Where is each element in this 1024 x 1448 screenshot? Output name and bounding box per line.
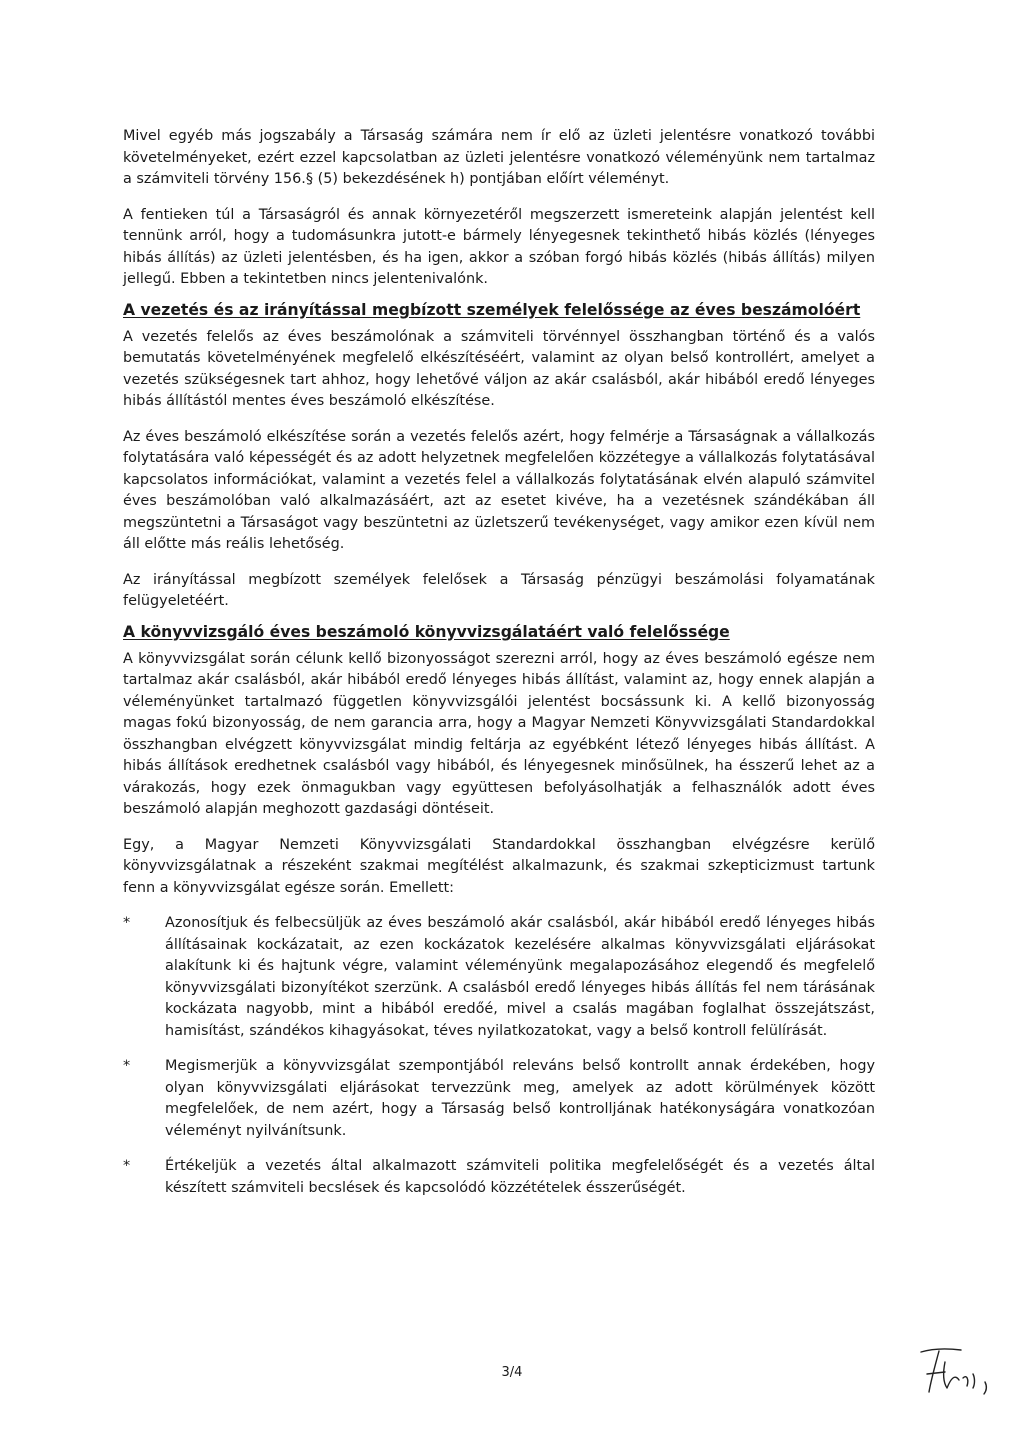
page-number: 3/4 bbox=[501, 1365, 523, 1380]
section-heading: A vezetés és az irányítással megbízott személyek felelőssége az éves beszámolóért bbox=[123, 300, 861, 319]
bullet-list bbox=[123, 913, 875, 1199]
list-item-text: Értékeljük a vezetés által alkalmazott számviteli politika megfelelőségét és a vezetés által készített számviteli becslések és kapcsolódó közzétételek ésszerűségét. bbox=[165, 1158, 875, 1196]
paragraph: A vezetés felelős az éves beszámolónak a számviteli törvénnyel összhangban történő és a valós bemutatás követelményének megfelelő elkészítéséért, valamint az olyan belső kontrollért, amelyet a vezetés szükségesnek tart ahhoz, hogy lehetővé váljon az akár csalásból, akár hibából eredő lényeges hibás állítástól mentes éves beszámoló elkészítése. bbox=[123, 328, 875, 409]
paragraph: A fentieken túl a Társaságról és annak környezetéről megszerzett ismereteink alapján jelentést kell tennünk arról, hogy a tudomásunkra jutott-e bármely lényegesnek tekinthető hibás közlés (lényeges hibás állítás) az üzleti jelentésben, és ha igen, akkor a szóban forgó hibás közlés (hibás állítás) milyen jellegű. Ebben a tekintetben nincs jelentenivalónk. bbox=[123, 206, 875, 287]
list-item-text: Megismerjük a könyvvizsgálat szempontjából releváns belső kontrollt annak érdekében, hogy olyan könyvvizsgálati eljárásokat tervezzünk meg, amelyek az adott körülmények között megfelelőek, de nem azért, hogy a Társaság belső kontrolljának hatékonyságára vonatkozóan véleményt nyilvánítsunk. bbox=[165, 1058, 875, 1139]
handwritten-signature bbox=[905, 1340, 995, 1400]
paragraph: Az éves beszámoló elkészítése során a vezetés felelős azért, hogy felmérje a Társaságnak a vállalkozás folytatására való képességét és az adott helyzetnek megfelelően közzétegye a vállalkozás folytatásával kapcsolatos információkat, valamint a vezetés felel a vállalkozás folytatásának elvén alapuló számvitel éves beszámolóban való alkalmazásáért, azt az esetet kivéve, ha a vezetésnek szándékában áll megszüntetni a Társaságot vagy beszüntetni az üzletszerű tevékenységet, vagy amikor ezen kívül nem áll előtte más reális lehetőség. bbox=[123, 428, 875, 552]
paragraph: Mivel egyéb más jogszabály a Társaság számára nem ír elő az üzleti jelentésre vonatkozó további követelményeket, ezért ezzel kapcsolatban az üzleti jelentésre vonatkozó véleményünk nem tartalmaz a számviteli törvény 156.§ (5) bekezdésének h) pontjában előírt véleményt. bbox=[123, 128, 875, 187]
list-item bbox=[123, 1056, 875, 1142]
document-body bbox=[123, 126, 875, 1213]
paragraph: Egy, a Magyar Nemzeti Könyvvizsgálati Standardokkal összhangban elvégzésre kerülő könyvvizsgálatnak a részeként szakmai megítélést alkalmazunk, és szakmai szkepticizmust tartunk fenn a könyvvizsgálat egésze során. Emellett: bbox=[123, 836, 875, 896]
list-item bbox=[123, 1156, 875, 1199]
asterisk-bullet-icon: * bbox=[123, 1058, 131, 1074]
asterisk-bullet-icon: * bbox=[123, 915, 131, 931]
section-heading: A könyvvizsgáló éves beszámoló könyvvizsgálatáért való felelőssége bbox=[123, 622, 730, 641]
asterisk-bullet-icon: * bbox=[123, 1158, 131, 1174]
paragraph: Az irányítással megbízott személyek felelősek a Társaság pénzügyi beszámolási folyamatának felügyeletéért. bbox=[123, 571, 875, 609]
list-item bbox=[123, 913, 875, 1042]
paragraph: A könyvvizsgálat során célunk kellő bizonyosságot szerezni arról, hogy az éves beszámoló egésze nem tartalmaz akár csalásból, akár hibából eredő lényeges hibás állítást, valamint az, hogy ennek alapján a véleményünket tartalmazó független könyvvizsgálói jelentést bocsássunk ki. A kellő bizonyosság magas fokú bizonyosság, de nem garancia arra, hogy a Magyar Nemzeti Könyvvizsgálati Standardokkal összhangban elvégzett könyvvizsgálat mindig feltárja az egyébként létező lényeges hibás állítást. A hibás állítások eredhetnek csalásból vagy hibából, és lényegesnek minősülnek, ha ésszerű lehet az a várakozás, hogy ezek önmagukban vagy együttesen befolyásolhatják a felhasználók adott éves beszámoló alapján meghozott gazdasági döntéseit. bbox=[123, 650, 875, 817]
list-item-text: Azonosítjuk és felbecsüljük az éves beszámoló akár csalásból, akár hibából eredő lényeges hibás állításainak kockázatait, az ezen kockázatok kezelésére alkalmas könyvvizsgálati eljárásokat alakítunk ki és hajtunk végre, valamint véleményünk megalapozásához elegendő és megfelelő könyvvizsgálati bizonyítékot szerzünk. A csalásból eredő lényeges hibás állítás fel nem tárásának kockázata nagyobb, mint a hibából eredőé, mivel a csalás magában foglalhat összejátszást, hamisítást, szándékos kihagyásokat, téves nyilatkozatokat, vagy a belső kontroll felülírását. bbox=[165, 915, 875, 1039]
